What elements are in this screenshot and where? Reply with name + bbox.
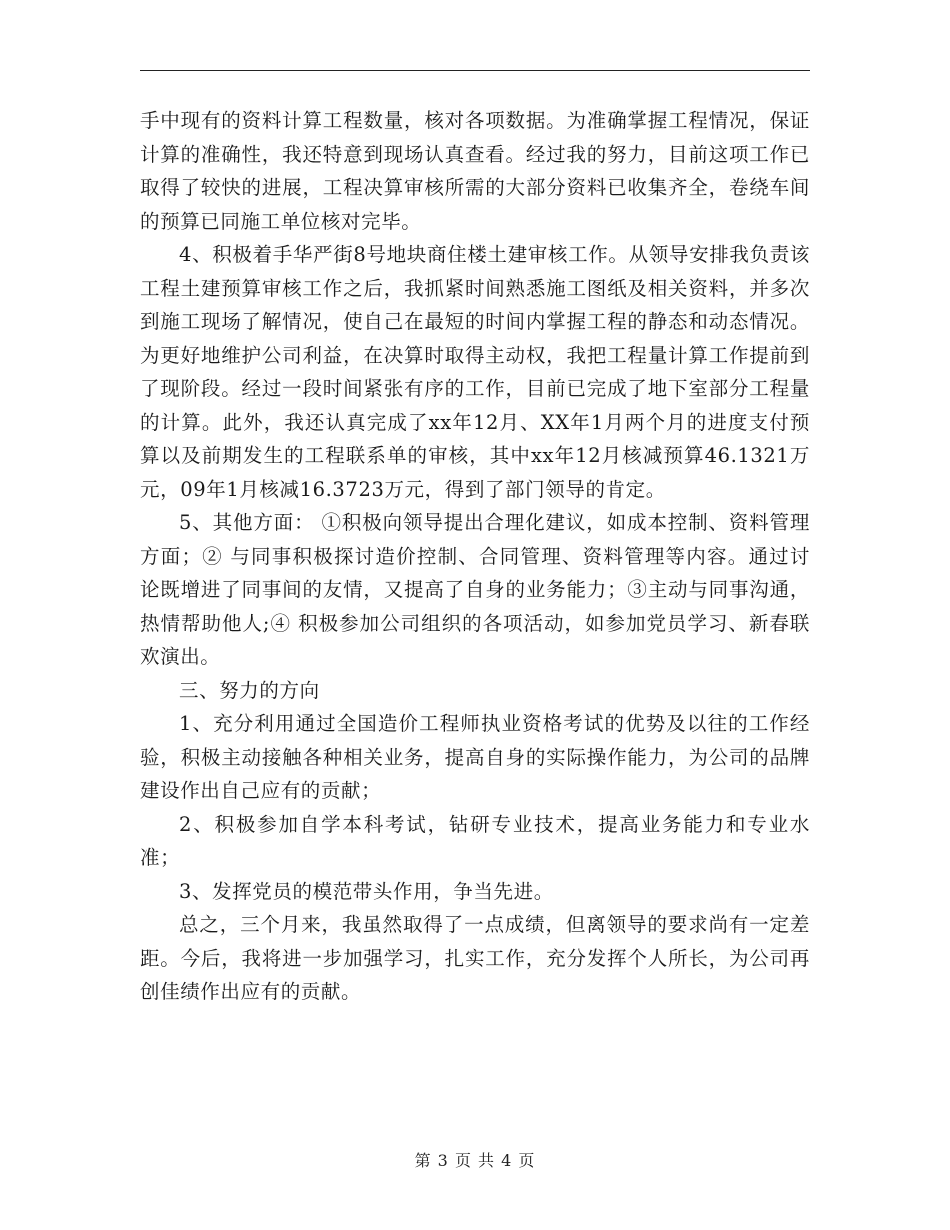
paragraph-continuation: 手中现有的资料计算工程数量，核对各项数据。为准确掌握工程情况，保证计算的准确性，我还特意到现场认真查看。经过我的努力，目前这项工作已取得了较快的进展，工程决算审核所需的大部分资料已收集齐全，卷绕车间的预算已同施工单位核对完毕。 xyxy=(140,109,810,233)
header-rule xyxy=(140,70,810,71)
page-number-footer: 第 3 页 共 4 页 xyxy=(414,1151,536,1170)
paragraph-item-5: 5、其他方面： ①积极向领导提出合理化建议，如成本控制、资料管理方面；② 与同事积极探讨造价控制、合同管理、资料管理等内容。通过讨论既增进了同事间的友情，又提高了自身的业务能力；③主动与同事沟通，热情帮助他人;④ 积极参加公司组织的各项活动，如参加党员学习、新春联欢演出。 xyxy=(140,511,810,668)
paragraph-direction-2: 2、积极参加自学本科考试，钻研专业技术，提高业务能力和专业水准； xyxy=(140,812,810,869)
document-body xyxy=(140,104,810,1009)
paragraph-direction-3: 3、发挥党员的模范带头作用，争当先进。 xyxy=(179,879,554,903)
paragraph-direction-1: 1、充分利用通过全国造价工程师执业资格考试的优势及以往的工作经验，积极主动接触各种相关业务，提高自身的实际操作能力，为公司的品牌建设作出自己应有的贡献； xyxy=(140,712,810,802)
section-heading-direction: 三、努力的方向 xyxy=(179,678,320,702)
paragraph-conclusion: 总之，三个月来，我虽然取得了一点成绩，但离领导的要求尚有一定差距。今后，我将进一步加强学习，扎实工作，充分发挥个人所长，为公司再创佳绩作出应有的贡献。 xyxy=(140,913,810,1003)
paragraph-item-4: 4、积极着手华严街8号地块商住楼土建审核工作。从领导安排我负责该工程土建预算审核工作之后，我抓紧时间熟悉施工图纸及相关资料，并多次到施工现场了解情况，使自己在最短的时间内掌握工程的静态和动态情况。为更好地维护公司利益，在决算时取得主动权，我把工程量计算工作提前到了现阶段。经过一段时间紧张有序的工作，目前已完成了地下室部分工程量的计算。此外，我还认真完成了xx年12月、XX年1月两个月的进度支付预算以及前期发生的工程联系单的审核，其中xx年12月核减预算46.1321万元，09年1月核减16.3723万元，得到了部门领导的肯定。 xyxy=(140,243,810,501)
